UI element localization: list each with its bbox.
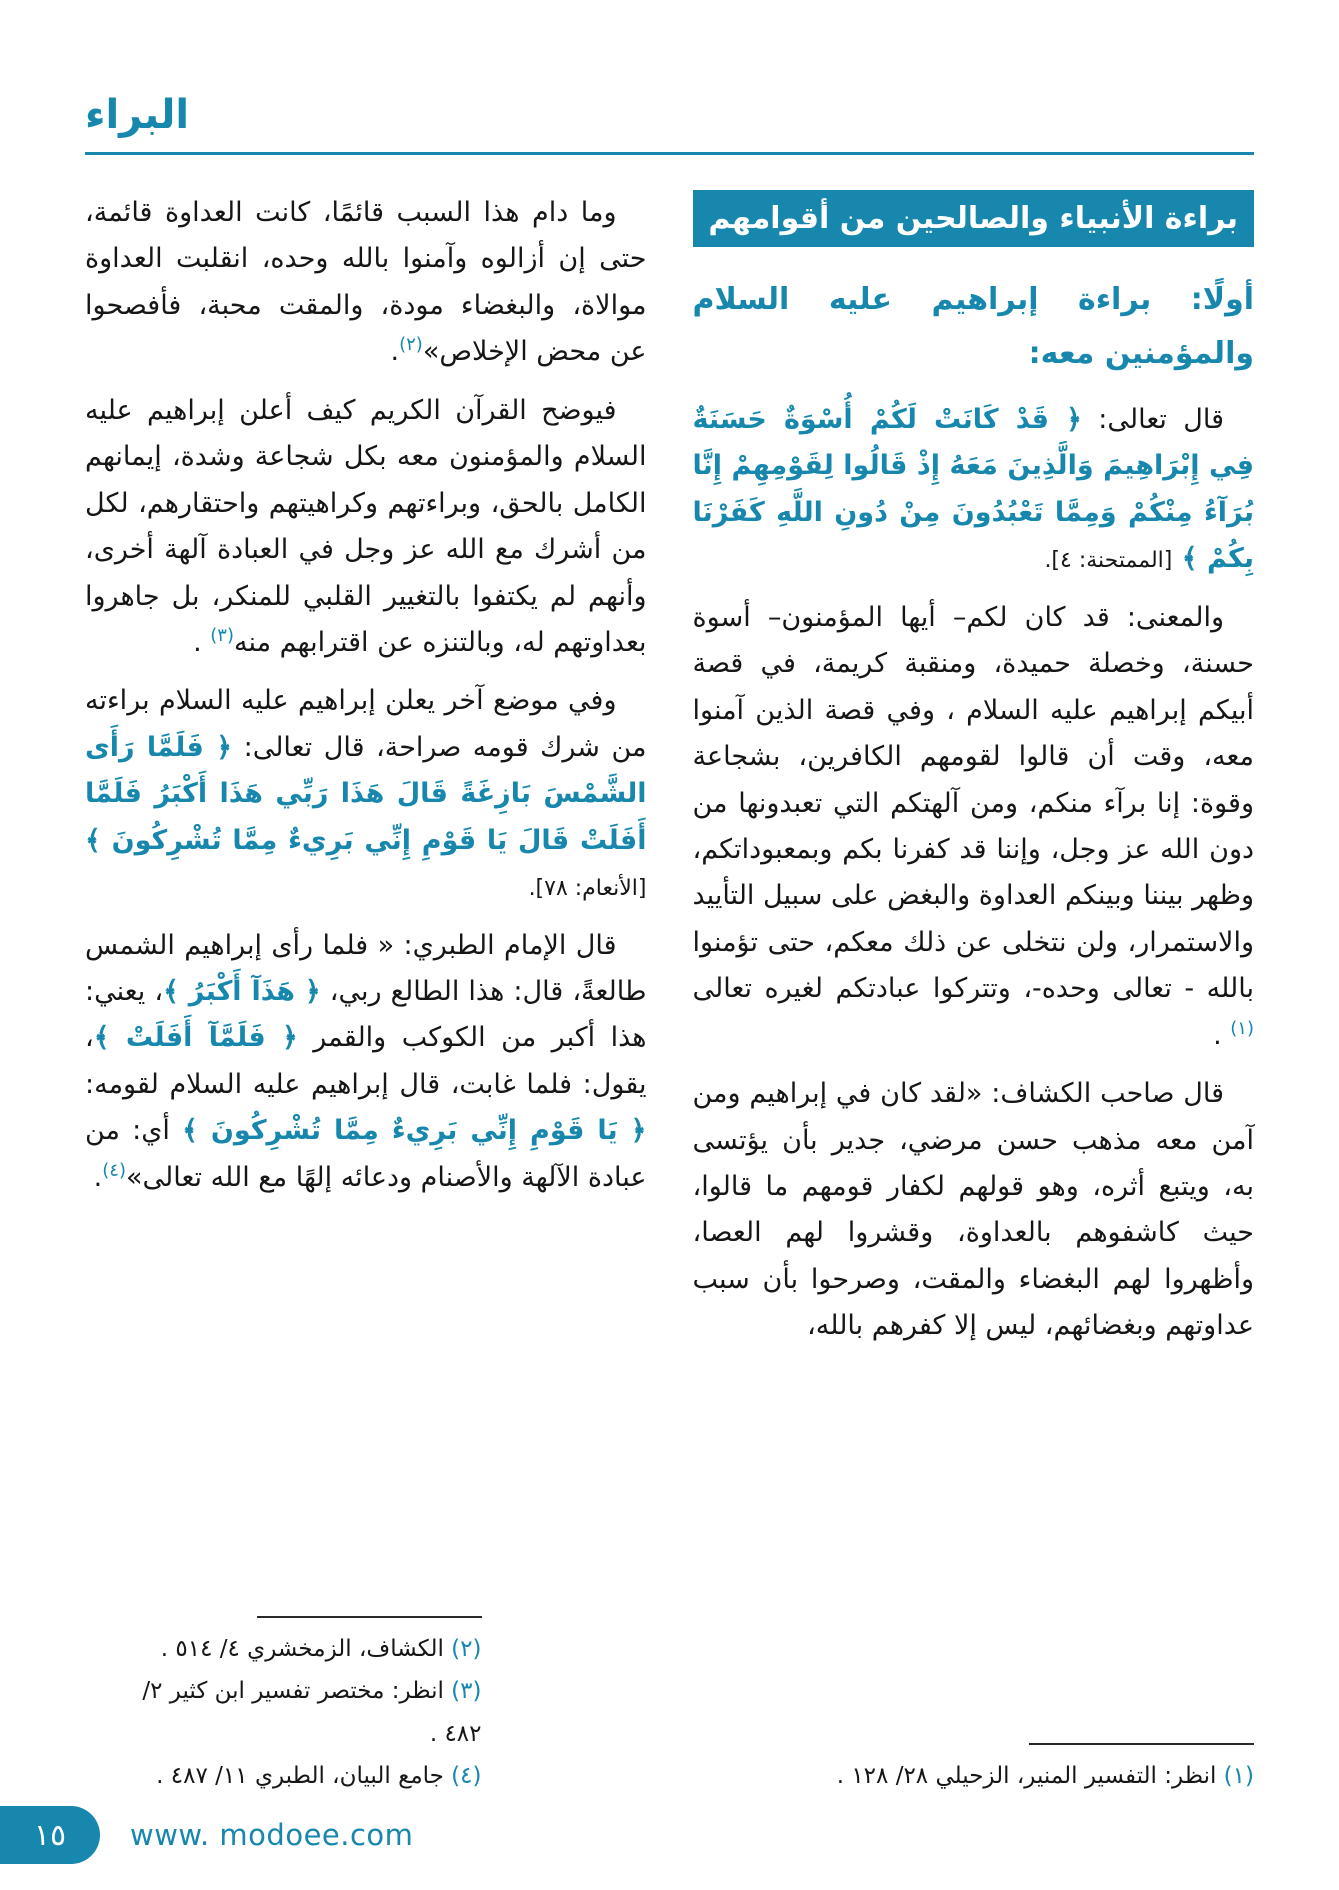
right-column bbox=[693, 190, 1255, 1798]
footnote-1-number: (١) bbox=[1223, 1763, 1254, 1790]
left-column-footnotes bbox=[115, 1616, 482, 1798]
paragraph-enmity-text: وما دام هذا السبب قائمًا، كانت العداوة قائمة، حتى إن أزالوه وآمنوا بالله وحده، انقلبت العداوة موالاة، والبغضاء مودة، والمقت محبة، فأفصحوا عن محض الإخلاص» bbox=[85, 197, 647, 368]
footnote-marker-2: (٢) bbox=[399, 334, 423, 356]
header-rule bbox=[85, 152, 1254, 155]
tabari-text-4: أي: من عبادة الآلهة والأصنام ودعائه إلهًا مع الله تعالى» bbox=[85, 1115, 647, 1193]
footnote-4 bbox=[115, 1755, 482, 1798]
right-column-footnotes bbox=[693, 1743, 1255, 1798]
section-heading-box bbox=[693, 190, 1255, 247]
tabari-end: . bbox=[93, 1161, 103, 1193]
paragraph-tabari bbox=[85, 923, 647, 1202]
footnote-separator-left bbox=[257, 1616, 482, 1618]
paragraph-quran-explains bbox=[85, 388, 647, 667]
anam-intro-text: وفي موضع آخر يعلن إبراهيم عليه السلام براءته من شرك قومه صراحة، قال تعالى: bbox=[85, 685, 647, 763]
footnote-separator-right bbox=[1029, 1743, 1254, 1745]
quran-reference-anam: [الأنعام: ٧٨]. bbox=[528, 876, 647, 902]
quran-intro-text: قال تعالى: bbox=[1081, 404, 1224, 435]
tabari-text-1: قال الإمام الطبري: « فلما رأى إبراهيم الشمس طالعةً، قال: هذا الطالع ربي، bbox=[85, 929, 647, 1007]
page-number: ١٥ bbox=[33, 1817, 67, 1853]
left-column bbox=[85, 190, 647, 1798]
footnote-2-text: الكشاف، الزمخشري ٤/ ٥١٤ . bbox=[160, 1635, 444, 1662]
paragraph-quran-explains-end: . bbox=[193, 626, 211, 658]
footnote-1 bbox=[693, 1755, 1255, 1798]
footnote-marker-3: (٣) bbox=[210, 624, 234, 646]
quran-quote-falamma-afalat: ﴿ فَلَمَّآ أَفَلَتْ ﴾ bbox=[93, 1022, 298, 1054]
footnote-3-number: (٣) bbox=[451, 1678, 482, 1705]
footnote-4-number: (٤) bbox=[451, 1763, 482, 1790]
paragraph-enmity bbox=[85, 190, 647, 376]
paragraph-quran-explains-text: فيوضح القرآن الكريم كيف أعلن إبراهيم عليه السلام والمؤمنون معه بكل شجاعة وشدة، إيمانهم الكامل بالحق، وبراءتهم وكراهيتهم واحتقارهم، لكل من أشرك مع الله عز وجل في العبادة آلهة أخرى، وأنهم لم يكتفوا بالتغيير القلبي للمنكر، بل جاهروا بعداوتهم له، وبالتنزه عن اقترابهم منه bbox=[85, 394, 647, 658]
content-columns bbox=[85, 190, 1254, 1798]
meaning-end: . bbox=[1213, 1019, 1231, 1051]
footnote-1-text: انظر: التفسير المنير، الزحيلي ٢٨/ ١٢٨ . bbox=[836, 1763, 1217, 1790]
quran-quote-ya-qawmi: ﴿ يَا قَوْمِ إِنِّي بَرِيءٌ مِمَّا تُشْرِكُونَ ﴾ bbox=[182, 1115, 647, 1147]
publisher-website: www. modoee.com bbox=[130, 1818, 414, 1852]
running-header bbox=[85, 92, 189, 138]
quran-verse-anam: ﴿ فَلَمَّا رَأَى الشَّمْسَ بَازِغَةً قَالَ هَذَا رَبِّي هَذَا أَكْبَرُ فَلَمَّا أَفَلَتْ قَالَ يَا قَوْمِ إِنِّي بَرِيءٌ مِمَّا تُشْرِكُونَ ﴾ bbox=[85, 731, 647, 856]
subheading-first: أولًا: براءة إبراهيم عليه السلام والمؤمنين معه: bbox=[692, 282, 1254, 371]
quran-verse-mumtahanah: ﴿ قَدْ كَانَتْ لَكُمْ أُسْوَةٌ حَسَنَةٌ فِي إِبْرَاهِيمَ وَالَّذِينَ مَعَهُ إِذْ قَالُوا لِقَوْمِهِمْ إِنَّا بُرَآءُ مِنْكُمْ وَمِمَّا تَعْبُدُونَ مِنْ دُونِ اللَّهِ كَفَرْنَا بِكُمْ ﴾ bbox=[692, 404, 1254, 575]
footnote-3-text: انظر: مختصر تفسير ابن كثير ٢/ ٤٨٢ . bbox=[142, 1678, 482, 1747]
quran-paragraph bbox=[693, 397, 1255, 583]
section-heading: براءة الأنبياء والصالحين من أقوامهم bbox=[708, 201, 1239, 236]
running-header-title: البراء bbox=[85, 92, 190, 138]
footnote-marker-4: (٤) bbox=[102, 1159, 126, 1181]
quran-reference-mumtahanah: [الممتحنة: ٤]. bbox=[1044, 548, 1173, 574]
tabari-text-3: ، يقول: فلما غابت، قال إبراهيم عليه السلام لقومه: bbox=[85, 1022, 647, 1100]
footnote-2 bbox=[115, 1628, 482, 1671]
footnote-marker-1: (١) bbox=[1230, 1017, 1254, 1039]
page-number-tab bbox=[0, 1806, 100, 1864]
meaning-text: والمعنى: قد كان لكم– أيها المؤمنون– أسوة حسنة، وخصلة حميدة، ومنقبة كريمة، في قصة أبيكم إبراهيم عليه السلام ، وفي قصة الذين آمنوا معه، وقت أن قالوا لقومهم الكافرين، بشجاعة وقوة: إنا برآء منكم، ومن آلهتكم التي تعبدونها من دون الله عز وجل، وإننا قد كفرنا بكم وبمعبوداتكم، وظهر بيننا وبينكم العداوة والبغض على سبيل التأييد والاستمرار، ولن نتخلى عن ذلك معكم، حتى تؤمنوا بالله - تعالى وحده-، وتتركوا عبادتكم لغيره تعالى bbox=[692, 601, 1254, 1005]
quran-quote-hatha-akbar: ﴿ هَذَآ أَكْبَرُ ﴾ bbox=[163, 976, 321, 1007]
kashshaf-paragraph: قال صاحب الكشاف: «لقد كان في إبراهيم ومن آمن معه مذهب حسن مرضي، جدير بأن يؤتسى به، ويتبع أثره، وهو قولهم لكفار قومهم ما قالوا، حيث كاشفوهم بالعداوة، وقشروا لهم العصا، وأظهروا لهم البغضاء والمقت، وصرحوا بأن سبب عداوتهم وبغضائهم، ليس إلا كفرهم بالله، bbox=[692, 1078, 1254, 1342]
paragraph-enmity-end: . bbox=[390, 336, 400, 368]
footnote-4-text: جامع البيان، الطبري ١١/ ٤٨٧ . bbox=[156, 1763, 444, 1790]
footnote-2-number: (٢) bbox=[451, 1635, 482, 1662]
tabari-text-2: ، يعني: هذا أكبر من الكوكب والقمر bbox=[85, 976, 647, 1054]
paragraph-anam-verse bbox=[85, 678, 647, 910]
footnote-3 bbox=[115, 1670, 482, 1755]
meaning-paragraph bbox=[693, 595, 1255, 1059]
